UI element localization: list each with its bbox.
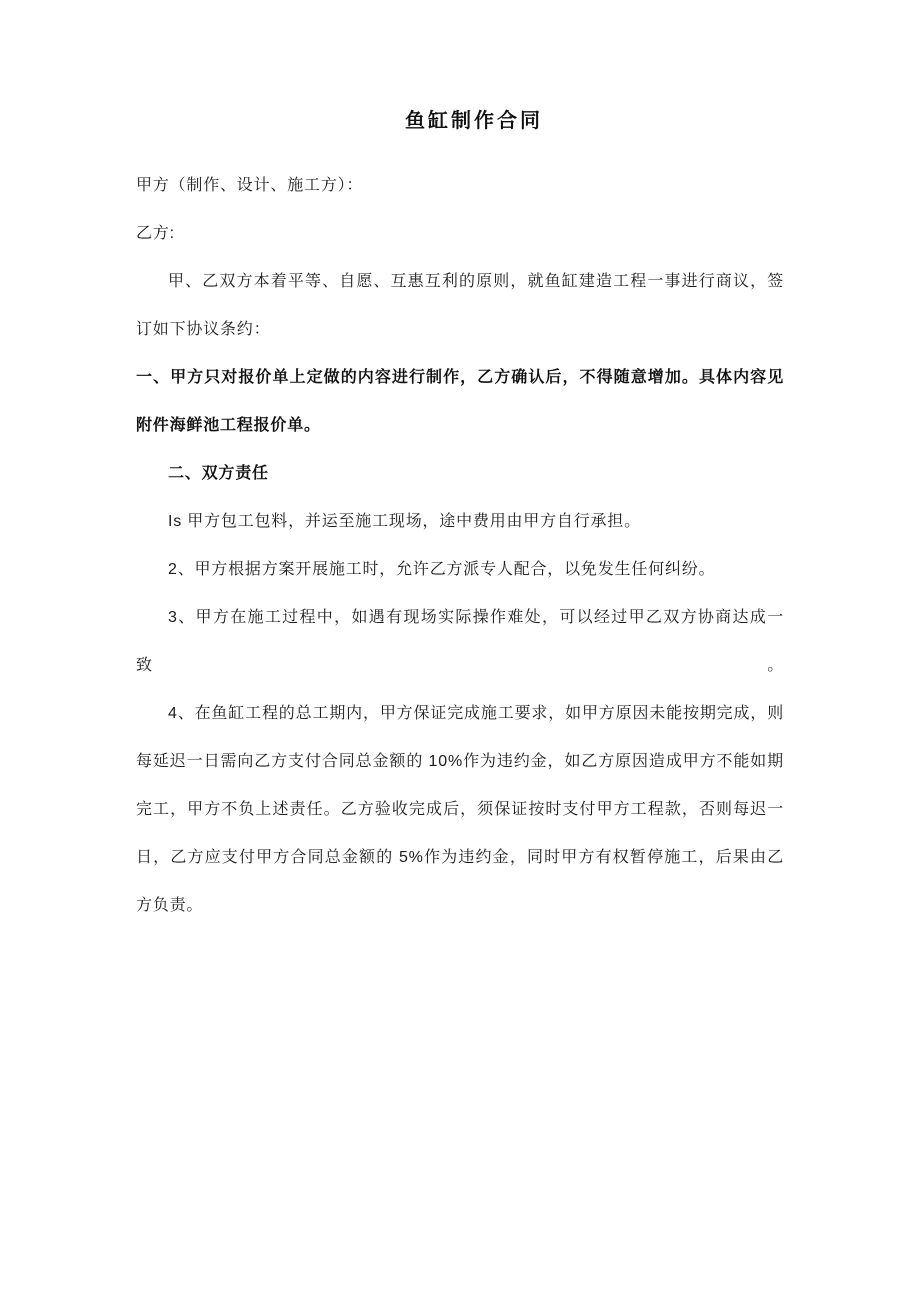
responsibility-item-1: Is 甲方包工包料，并运至施工现场，途中费用由甲方自行承担。 [168, 513, 641, 530]
clause-one-paragraph: 一、甲方只对报价单上定做的内容进行制作，乙方确认后，不得随意增加。具体内容见附件海鲜池工程报价单。 [136, 369, 784, 434]
responsibility-item-2: 2、甲方根据方案开展施工时，允许乙方派专人配合，以免发生任何纠纷。 [168, 561, 716, 578]
party-b-line: 乙方: [136, 225, 175, 242]
responsibility-item-4: 4、在鱼缸工程的总工期内，甲方保证完成施工要求，如甲方原因未能按期完成，则每延迟一日需向乙方支付合同总金额的 10%作为违约金，如乙方原因造成甲方不能如期完工，甲方不负上述责任。乙方验收完成后，须保证按时支付甲方工程款，否则每迟一日，乙方应支付甲方合同总金额的 5%作为违约金，同时甲方有权暂停施工，后果由乙方负责。 [136, 705, 784, 914]
document-title: 鱼缸制作合同 [405, 110, 543, 132]
section-two-heading: 二、双方责任 [168, 465, 269, 482]
preamble-paragraph: 甲、乙双方本着平等、自愿、互惠互利的原则，就鱼缸建造工程一事进行商议，签订如下协议条约： [136, 273, 784, 338]
party-a-line: 甲方（制作、设计、施工方）： [136, 177, 364, 194]
responsibility-item-3: 3、甲方在施工过程中，如遇有现场实际操作难处，可以经过甲乙双方协商达成一致。 [136, 609, 784, 674]
